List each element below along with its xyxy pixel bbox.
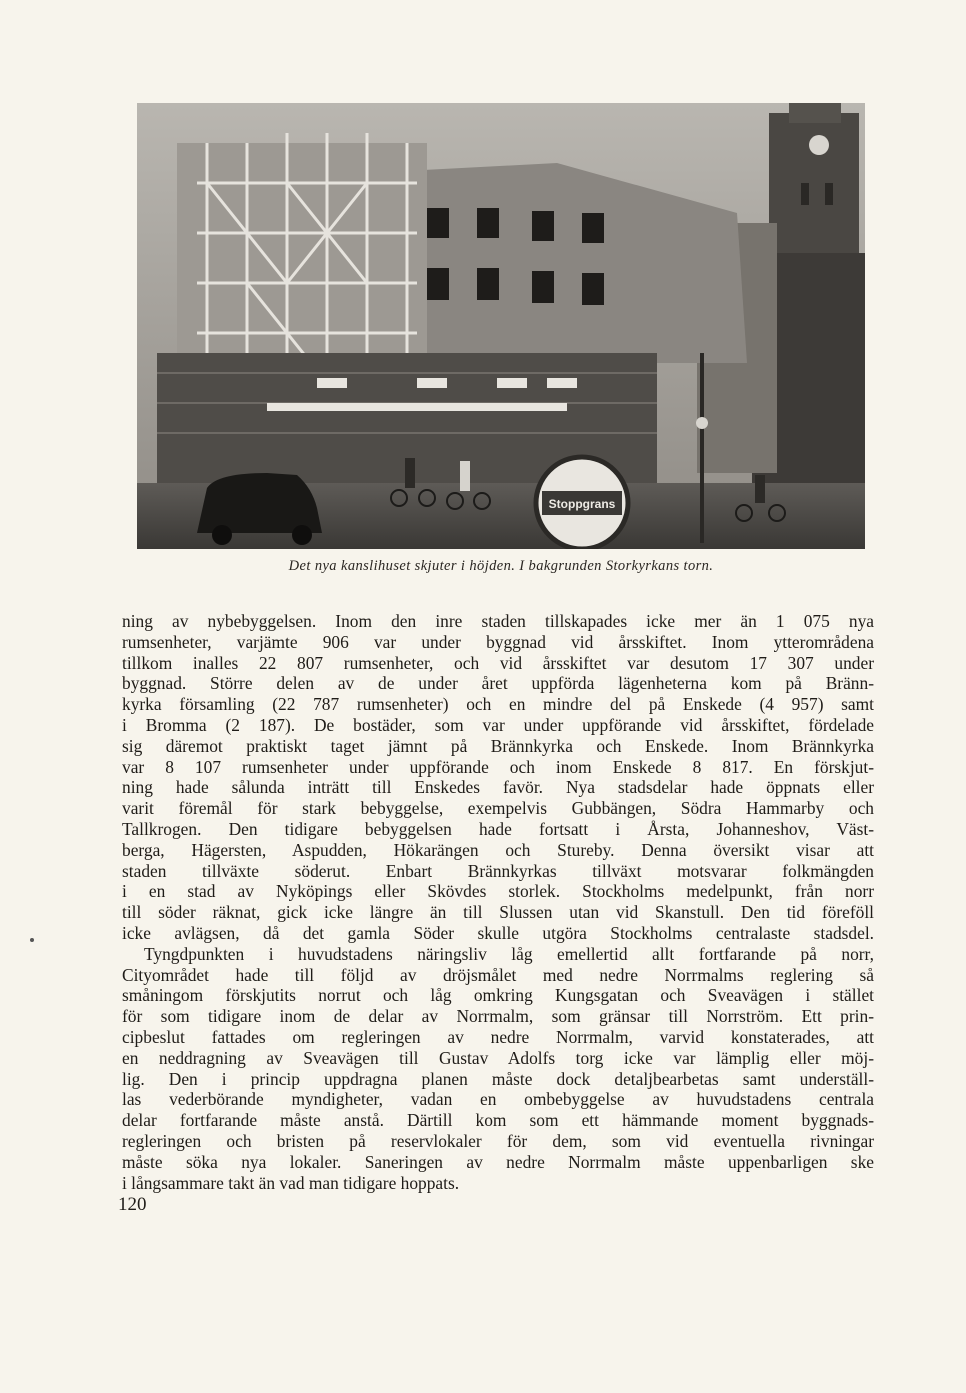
text-line: cipbeslut fattades om regleringen av nedre Norrmalm, varvid konstaterades, att [122,1026,874,1047]
text-line: var 8 107 rumsenheter under uppförande och inom Enskede 8 817. En förskjut- [122,756,874,777]
text-line: ning hade sålunda inträtt till Enskedes favör. Nya stadsdelar hade öppnats eller [122,777,874,798]
text-line: Tyngdpunkten i huvudstadens näringsliv låg emellertid allt fortfarande på norr, [144,943,874,964]
text-line: Cityområdet hade till följd av dröjsmålet med nedre Norrmalms reglering så [122,964,874,985]
text-line: en neddragning av Sveavägen till Gustav Adolfs torg icke var lämplig eller möj- [122,1047,874,1068]
text-line: berga, Hägersten, Aspudden, Hökarängen och Stureby. Denna översikt visar att [122,839,874,860]
construction-photo [137,103,865,549]
text-line: ning av nybebyggelsen. Inom den inre staden tillskapades icke mer än 1 075 nya [122,611,874,631]
text-line: icke avlägsen, då det gamla Söder skulle utgöra Stockholms centralaste stadsdel. [122,922,874,943]
text-line: las vederbörande myndigheter, vadan en ombebyggelse av huvudstadens centrala [122,1089,874,1110]
text-line: i en stad av Nyköpings eller Skövdes storlek. Stockholms medelpunkt, från norr [122,881,874,902]
text-line: byggnad. Större delen av de under året uppförda lägenheterna kom på Bränn- [122,673,874,694]
text-line: rumsenheter, varjämte 906 var under byggnad vid årsskiftet. Inom ytterområdena [122,631,874,652]
margin-dot [30,938,34,942]
stoppgrans-sign-text: Stoppgrans [548,497,616,511]
text-line: måste söka nya lokaler. Saneringen av nedre Norrmalm måste uppenbarligen ske [122,1151,874,1172]
text-line: sig däremot praktiskt taget jämnt på Brännkyrka och Enskede. Inom Brännkyrka [122,735,874,756]
text-line: till söder räknat, gick icke längre än till Slussen utan vid Skanstull. Den tid föreföll [122,902,874,923]
text-line: delar fortfarande måste anstå. Därtill kom som ett hämmande moment byggnads- [122,1110,874,1131]
body-text [122,611,874,1193]
photo-illustration [137,103,865,549]
text-line: varit föremål för stark bebyggelse, exempelvis Gubbängen, Södra Hammarby och [122,798,874,819]
page-number: 120 [118,1194,147,1215]
text-line: kyrka församling (22 787 rumsenheter) och en mindre del på Enskede (4 957) samt [122,694,874,715]
text-line: regleringen och bristen på reservlokaler för dem, som vid eventuella rivningar [122,1130,874,1151]
text-line: tillkom inalles 22 807 rumsenheter, och vid årsskiftet var desutom 17 307 under [122,652,874,673]
photo-caption: Det nya kanslihuset skjuter i höjden. I bakgrunden Storkyrkans torn. [288,558,714,574]
text-line: lig. Den i princip uppdragna planen måste dock detaljbearbetas samt underställ- [122,1068,874,1089]
text-line: i Bromma (2 187). De bostäder, som var under uppförande vid årsskiftet, fördelade [122,714,874,735]
text-line: för som tidigare inom de delar av Norrmalm, som gränsar till Norrström. Ett prin- [122,1006,874,1027]
text-line: i långsammare takt än vad man tidigare hoppats. [122,1172,460,1193]
text-line: staden tillväxte söderut. Enbart Brännkyrkas tillväxt motsvarar folkmängden [122,860,874,881]
text-line: Tallkrogen. Den tidigare bebyggelsen hade fortsatt i Årsta, Johanneshov, Väst- [122,818,874,839]
text-line: småningom förskjutits norrut och låg omkring Kungsgatan och Sveavägen i stället [122,985,874,1006]
